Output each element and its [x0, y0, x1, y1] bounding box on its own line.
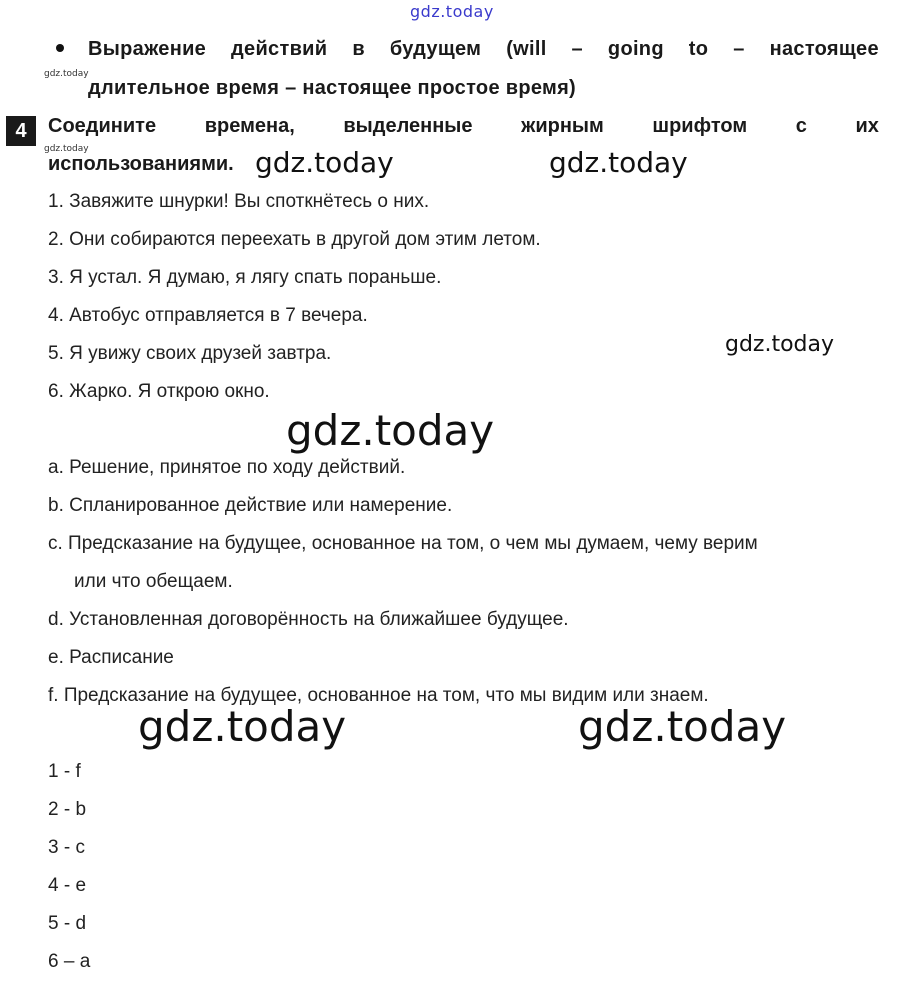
watermark-top: gdz.today	[410, 2, 494, 21]
use-c-continued: или что обещаем.	[74, 571, 233, 592]
heading-word: to	[688, 38, 709, 60]
heading-word: действий	[231, 38, 328, 60]
watermark-center-big: gdz.today	[286, 406, 495, 455]
watermark-small-1: gdz.today	[44, 69, 89, 79]
sentence-5: 5. Я увижу своих друзей завтра.	[48, 343, 332, 364]
instruction-word: с	[795, 115, 807, 137]
sentence-2: 2. Они собираются переехать в другой дом этим летом.	[48, 229, 541, 250]
answer-3: 3 - c	[48, 837, 85, 858]
instruction-word: жирным	[521, 115, 604, 137]
section-heading-line1	[88, 38, 879, 61]
instruction-word: Соедините	[48, 115, 157, 137]
task-instruction-line2: использованиями.	[48, 153, 234, 175]
sentence-6: 6. Жарко. Я открою окно.	[48, 381, 270, 402]
instruction-word: выделенные	[343, 115, 473, 137]
heading-word: (will	[506, 38, 547, 60]
watermark-bottom-left: gdz.today	[138, 702, 347, 751]
answer-2: 2 - b	[48, 799, 87, 820]
heading-word: –	[733, 38, 745, 60]
use-c: c. Предсказание на будущее, основанное на том, о чем мы думаем, чему верим	[48, 533, 758, 554]
heading-word: настоящее	[769, 38, 879, 60]
heading-word: –	[571, 38, 583, 60]
watermark-small-2: gdz.today	[44, 144, 89, 154]
sentence-1: 1. Завяжите шнурки! Вы споткнётесь о них.	[48, 191, 430, 212]
instruction-word: времена,	[204, 115, 295, 137]
heading-word: Выражение	[88, 38, 207, 60]
use-d: d. Установленная договорённость на ближайшее будущее.	[48, 609, 569, 630]
answer-4: 4 - e	[48, 875, 87, 896]
answer-5: 5 - d	[48, 913, 87, 934]
task-number-badge: 4	[6, 116, 36, 146]
section-heading-line2: длительное время – настоящее простое время)	[88, 77, 577, 99]
bullet-dot-icon	[56, 44, 64, 52]
watermark-bottom-right: gdz.today	[578, 702, 787, 751]
heading-word: будущем	[389, 38, 482, 60]
use-b: b. Спланированное действие или намерение.	[48, 495, 453, 516]
sentence-4: 4. Автобус отправляется в 7 вечера.	[48, 305, 368, 326]
use-a: a. Решение, принятое по ходу действий.	[48, 457, 406, 478]
sentence-3: 3. Я устал. Я думаю, я лягу спать пораньше.	[48, 267, 442, 288]
heading-word: в	[352, 38, 365, 60]
watermark-mid-a: gdz.today	[255, 146, 394, 179]
heading-word: going	[607, 38, 664, 60]
instruction-word: их	[855, 115, 879, 137]
instruction-word: шрифтом	[652, 115, 748, 137]
task-instruction-line1	[48, 115, 879, 138]
answer-1: 1 - f	[48, 761, 81, 782]
use-f: f. Предсказание на будущее, основанное на том, что мы видим или знаем.	[48, 685, 709, 706]
use-e: e. Расписание	[48, 647, 174, 668]
watermark-mid-b: gdz.today	[549, 146, 688, 179]
answer-6: 6 – a	[48, 951, 91, 972]
watermark-right-small: gdz.today	[725, 332, 835, 357]
